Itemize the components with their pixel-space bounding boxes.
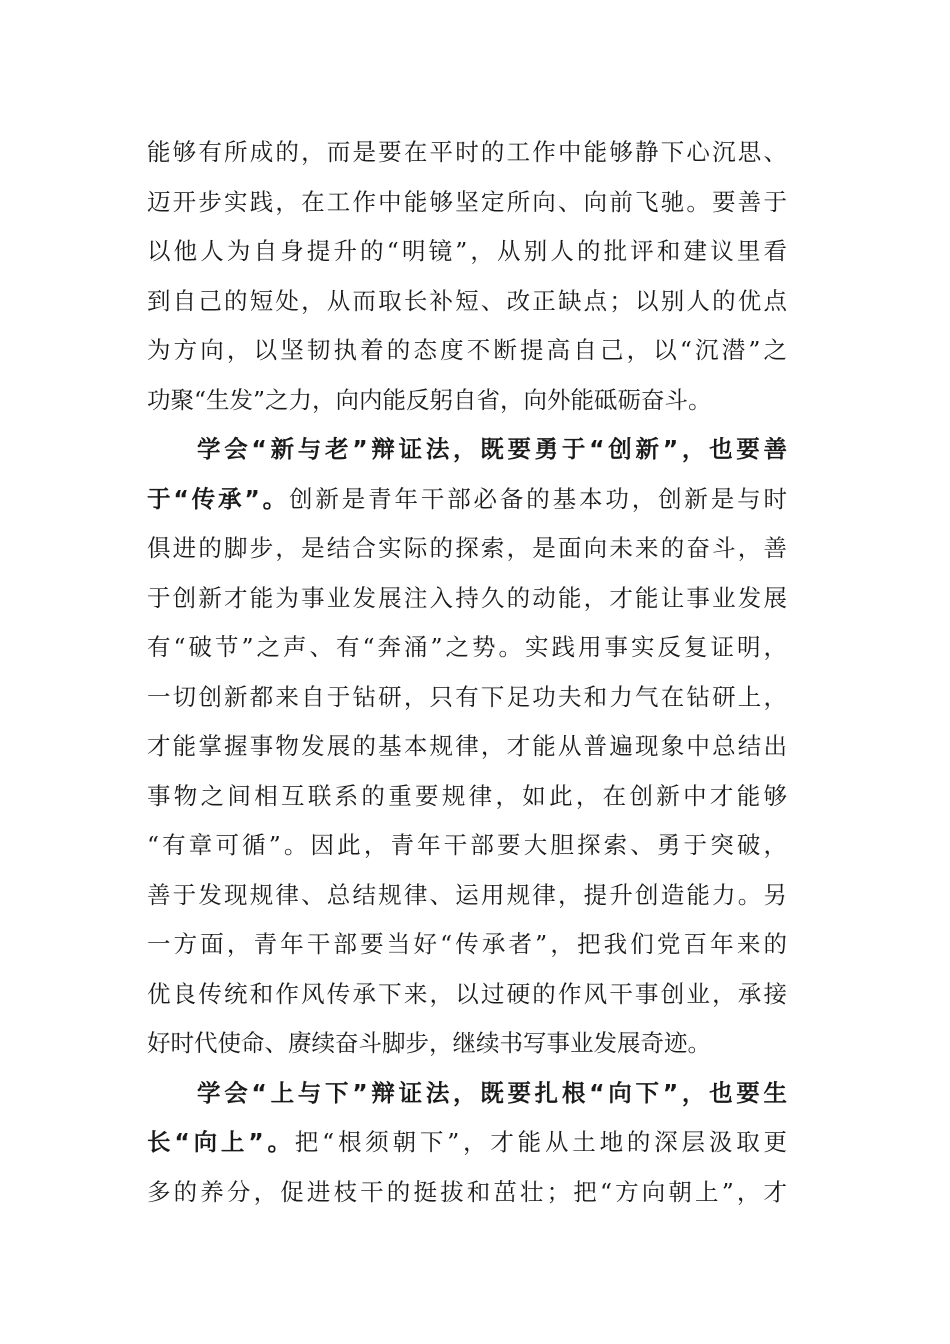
body-text: 一切创新都来自于钻研，只有下足功夫和力气在钻研上， <box>147 682 787 711</box>
text-line <box>147 1019 787 1069</box>
body-text: 到自己的短处，从而取长补短、改正缺点；以别人的优点 <box>147 286 787 315</box>
body-text: 为方向，以坚韧执着的态度不断提高自己，以“沉潜”之 <box>147 336 787 364</box>
paragraph <box>147 1069 787 1218</box>
body-text: 俱进的脚步，是结合实际的探索，是面向未来的奋斗，善 <box>147 534 787 562</box>
text-line <box>147 920 787 970</box>
bold-heading-text: 于“传承”。 <box>147 484 290 513</box>
text-line <box>147 475 787 525</box>
paragraph <box>147 425 787 1069</box>
body-text: 功聚“生发”之力，向内能反躬自省，向外能砥砺奋斗。 <box>147 385 712 414</box>
text-line <box>147 821 787 871</box>
text-line <box>147 574 787 624</box>
text-line <box>147 326 787 376</box>
bold-heading-text: 学会“新与老”辩证法，既要勇于“创新”，也要善 <box>197 435 787 463</box>
body-text: 创新是青年干部必备的基本功，创新是与时 <box>289 484 788 513</box>
body-text: 于创新才能为事业发展注入持久的动能，才能让事业发展 <box>147 583 787 612</box>
body-text: 多的养分，促进枝干的挺拔和茁壮；把“方向朝上”，才 <box>147 1177 787 1206</box>
body-text: 才能掌握事物发展的基本规律，才能从普遍现象中总结出 <box>147 732 787 760</box>
text-line <box>147 277 787 327</box>
bold-heading-text: 长“向上”。 <box>147 1128 295 1156</box>
text-line <box>147 1118 787 1168</box>
text-line <box>147 128 787 178</box>
body-text: 善于发现规律、总结规律、运用规律，提升创造能力。另 <box>147 880 787 909</box>
body-text: 以他人为自身提升的“明镜”，从别人的批评和建议里看 <box>147 237 787 265</box>
text-line <box>147 227 787 277</box>
body-text: 有“破节”之声、有“奔涌”之势。实践用事实反复证明， <box>147 633 787 661</box>
body-text: 好时代使命、赓续奋斗脚步，继续书写事业发展奇迹。 <box>147 1029 711 1057</box>
body-text: 一方面，青年干部要当好“传承者”，把我们党百年来的 <box>147 930 787 958</box>
text-line <box>147 1168 787 1218</box>
paragraph <box>147 128 787 425</box>
text-line <box>147 425 787 475</box>
text-line <box>147 871 787 921</box>
body-text: 迈开步实践，在工作中能够坚定所向、向前飞驰。要善于 <box>147 187 787 216</box>
body-text: 优良传统和作风传承下来，以过硬的作风干事创业，承接 <box>147 979 787 1008</box>
bold-heading-text: 学会“上与下”辩证法，既要扎根“向下”，也要生 <box>197 1078 787 1107</box>
body-text: 事物之间相互联系的重要规律，如此，在创新中才能够 <box>147 781 787 810</box>
text-line <box>147 376 787 426</box>
text-line <box>147 1069 787 1119</box>
text-line <box>147 673 787 723</box>
body-text: 把“根须朝下”，才能从土地的深层汲取更 <box>294 1128 788 1156</box>
document-body-text <box>147 128 787 1217</box>
body-text: “有章可循”。因此，青年干部要大胆探索、勇于突破， <box>147 831 787 859</box>
body-text: 能够有所成的，而是要在平时的工作中能够静下心沉思、 <box>147 138 787 166</box>
text-line <box>147 623 787 673</box>
text-line <box>147 722 787 772</box>
text-line <box>147 178 787 228</box>
text-line <box>147 970 787 1020</box>
text-line <box>147 524 787 574</box>
text-line <box>147 772 787 822</box>
